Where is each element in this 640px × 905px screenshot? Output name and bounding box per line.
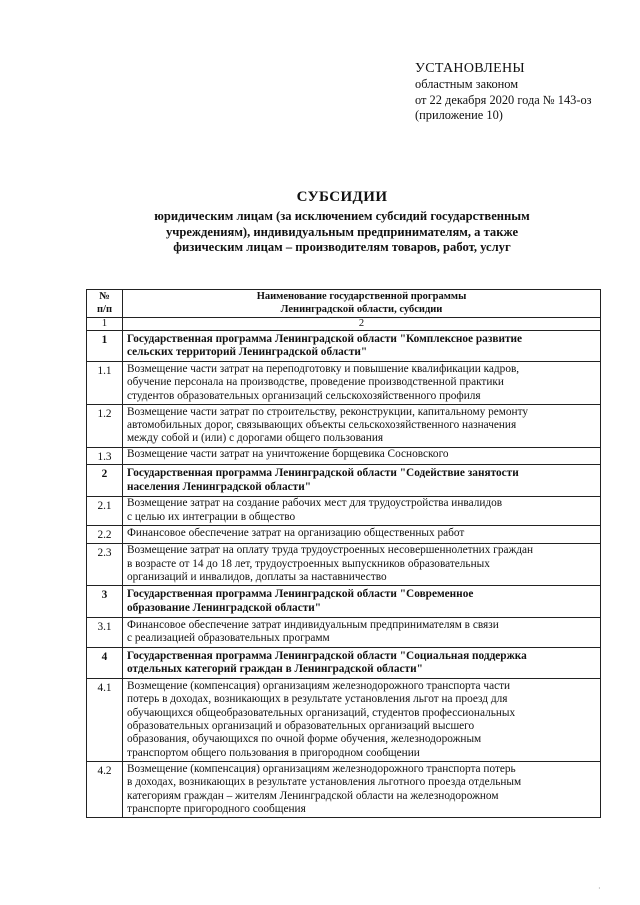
text-line: сельских территорий Ленинградской области" bbox=[127, 345, 368, 358]
subsidy-row bbox=[87, 362, 601, 405]
subsidy-row bbox=[87, 762, 601, 818]
approval-line: областным законом bbox=[415, 77, 519, 91]
program-name bbox=[123, 586, 601, 618]
subsidy-name bbox=[123, 762, 601, 818]
program-name bbox=[123, 465, 601, 497]
text-line: Финансовое обеспечение затрат на организацию общественных работ bbox=[127, 526, 465, 539]
program-row bbox=[87, 586, 601, 618]
text-line: отдельных категорий граждан в Ленинградской области" bbox=[127, 662, 423, 675]
document-title: СУБСИДИИ bbox=[296, 189, 388, 205]
row-number: 1.1 bbox=[87, 362, 123, 405]
row-number: 2.1 bbox=[87, 496, 123, 525]
text-line: Возмещение части затрат на переподготовку и повышение квалификации кадров, bbox=[127, 362, 520, 375]
text-line: Возмещение затрат на создание рабочих мест для трудоустройства инвалидов bbox=[127, 497, 503, 510]
subsidy-row bbox=[87, 526, 601, 543]
program-name bbox=[123, 330, 601, 362]
text-line: транспортом общего пользования в пригородном сообщении bbox=[127, 746, 420, 759]
row-number: 3 bbox=[87, 586, 123, 618]
program-name bbox=[123, 647, 601, 679]
row-number: 2.2 bbox=[87, 526, 123, 543]
text-line: потерь в доходах, возникающих в результате установления льгот на проезд для bbox=[127, 693, 508, 706]
subsidy-name bbox=[123, 543, 601, 586]
text-line: в доходах, возникающих в результате установления льготного проезда отдельным bbox=[127, 776, 522, 789]
text-line: Финансовое обеспечение затрат индивидуальным предпринимателям в связи bbox=[127, 618, 499, 631]
subtitle-line: физическим лицам – производителям товаров, работ, услуг bbox=[173, 240, 511, 255]
table-header-row bbox=[87, 290, 601, 318]
approval-line: (приложение 10) bbox=[415, 108, 503, 122]
text-line: обучение персонала на производстве, проведение производственной практики bbox=[127, 376, 504, 389]
text-line: обучающихся общеобразовательных организаций, студентов профессиональных bbox=[127, 706, 516, 719]
subsidy-row bbox=[87, 496, 601, 525]
row-number: 1 bbox=[87, 330, 123, 362]
text-line: транспорте пригородного сообщения bbox=[127, 803, 306, 815]
row-number: 4.1 bbox=[87, 679, 123, 762]
column-number: 2 bbox=[123, 318, 601, 331]
text-line: с целью их интеграции в общество bbox=[127, 510, 296, 523]
text-line: организаций и инвалидов, доплаты за наставничество bbox=[127, 571, 387, 583]
subsidies-table bbox=[86, 289, 601, 818]
text-line: автомобильных дорог, связывающих объекты сельскохозяйственного назначения bbox=[127, 418, 517, 431]
row-number: 3.1 bbox=[87, 618, 123, 647]
text-line: Возмещение затрат на оплату труда трудоустроенных несовершеннолетних граждан bbox=[127, 544, 534, 557]
text-line: Государственная программа Ленинградской области "Содействие занятости bbox=[127, 467, 519, 480]
subtitle-line: учреждениям), индивидуальным предпринимателям, а также bbox=[165, 224, 519, 239]
approval-stamp bbox=[415, 60, 592, 124]
column-number-row bbox=[87, 318, 601, 331]
text-line: Возмещение (компенсация) организациям железнодорожного транспорта потерь bbox=[127, 762, 516, 775]
document-title-block bbox=[80, 188, 604, 256]
subsidy-row bbox=[87, 679, 601, 762]
program-row bbox=[87, 465, 601, 497]
text-line: студентов образовательных организаций сельскохозяйственного профиля bbox=[127, 389, 481, 402]
text-line: образовательных организаций и образовательных организаций высшего bbox=[127, 720, 475, 733]
table-body bbox=[87, 330, 601, 818]
text-line: Возмещение части затрат по строительству, реконструкции, капитальному ремонту bbox=[127, 405, 529, 418]
subsidy-name bbox=[123, 362, 601, 405]
document-subtitle bbox=[80, 209, 604, 256]
text-line: населения Ленинградской области" bbox=[127, 480, 311, 493]
subsidy-row bbox=[87, 405, 601, 448]
row-number: 4 bbox=[87, 647, 123, 679]
approval-line: от 22 декабря 2020 года № 143-оз bbox=[415, 92, 592, 107]
text-line: Возмещение (компенсация) организациям железнодорожного транспорта части bbox=[127, 679, 511, 692]
subsidy-name bbox=[123, 526, 601, 543]
subsidy-row bbox=[87, 543, 601, 586]
scan-mark: · bbox=[598, 884, 601, 893]
program-row bbox=[87, 647, 601, 679]
row-number: 4.2 bbox=[87, 762, 123, 818]
row-number: 2.3 bbox=[87, 543, 123, 586]
text-line: образование Ленинградской области" bbox=[127, 601, 322, 614]
text-line: категориям граждан – жителям Ленинградской области на железнодорожном bbox=[127, 789, 499, 802]
subsidy-name bbox=[123, 679, 601, 762]
subsidy-name bbox=[123, 618, 601, 647]
row-number: 1.2 bbox=[87, 405, 123, 448]
approval-heading: УСТАНОВЛЕНЫ bbox=[415, 61, 525, 76]
subsidy-row bbox=[87, 618, 601, 647]
text-line: Государственная программа Ленинградской области "Комплексное развитие bbox=[127, 332, 523, 345]
text-line: между собой и (или) с дорогами общего пользования bbox=[127, 432, 384, 445]
subsidy-name bbox=[123, 496, 601, 525]
text-line: Возмещение части затрат на уничтожение борщевика Сосновского bbox=[127, 448, 449, 461]
column-number: 1 bbox=[87, 318, 123, 331]
text-line: Государственная программа Ленинградской области "Современное bbox=[127, 588, 474, 601]
header-program-name: Наименование государственной программы Ленинградской области, субсидии bbox=[123, 290, 601, 318]
text-line: образования, обучающихся по очной форме обучения, железнодорожным bbox=[127, 733, 482, 746]
row-number: 2 bbox=[87, 465, 123, 497]
text-line: Государственная программа Ленинградской области "Социальная поддержка bbox=[127, 649, 527, 662]
subsidy-row bbox=[87, 447, 601, 464]
program-row bbox=[87, 330, 601, 362]
text-line: с реализацией образовательных программ bbox=[127, 632, 330, 645]
subsidy-name bbox=[123, 405, 601, 448]
row-number: 1.3 bbox=[87, 447, 123, 464]
subtitle-line: юридическим лицам (за исключением субсидий государственным bbox=[154, 209, 530, 223]
text-line: в возрасте от 14 до 18 лет, трудоустроенных выпускников образовательных bbox=[127, 557, 490, 570]
header-number: № п/п bbox=[87, 290, 123, 318]
subsidy-name bbox=[123, 447, 601, 464]
